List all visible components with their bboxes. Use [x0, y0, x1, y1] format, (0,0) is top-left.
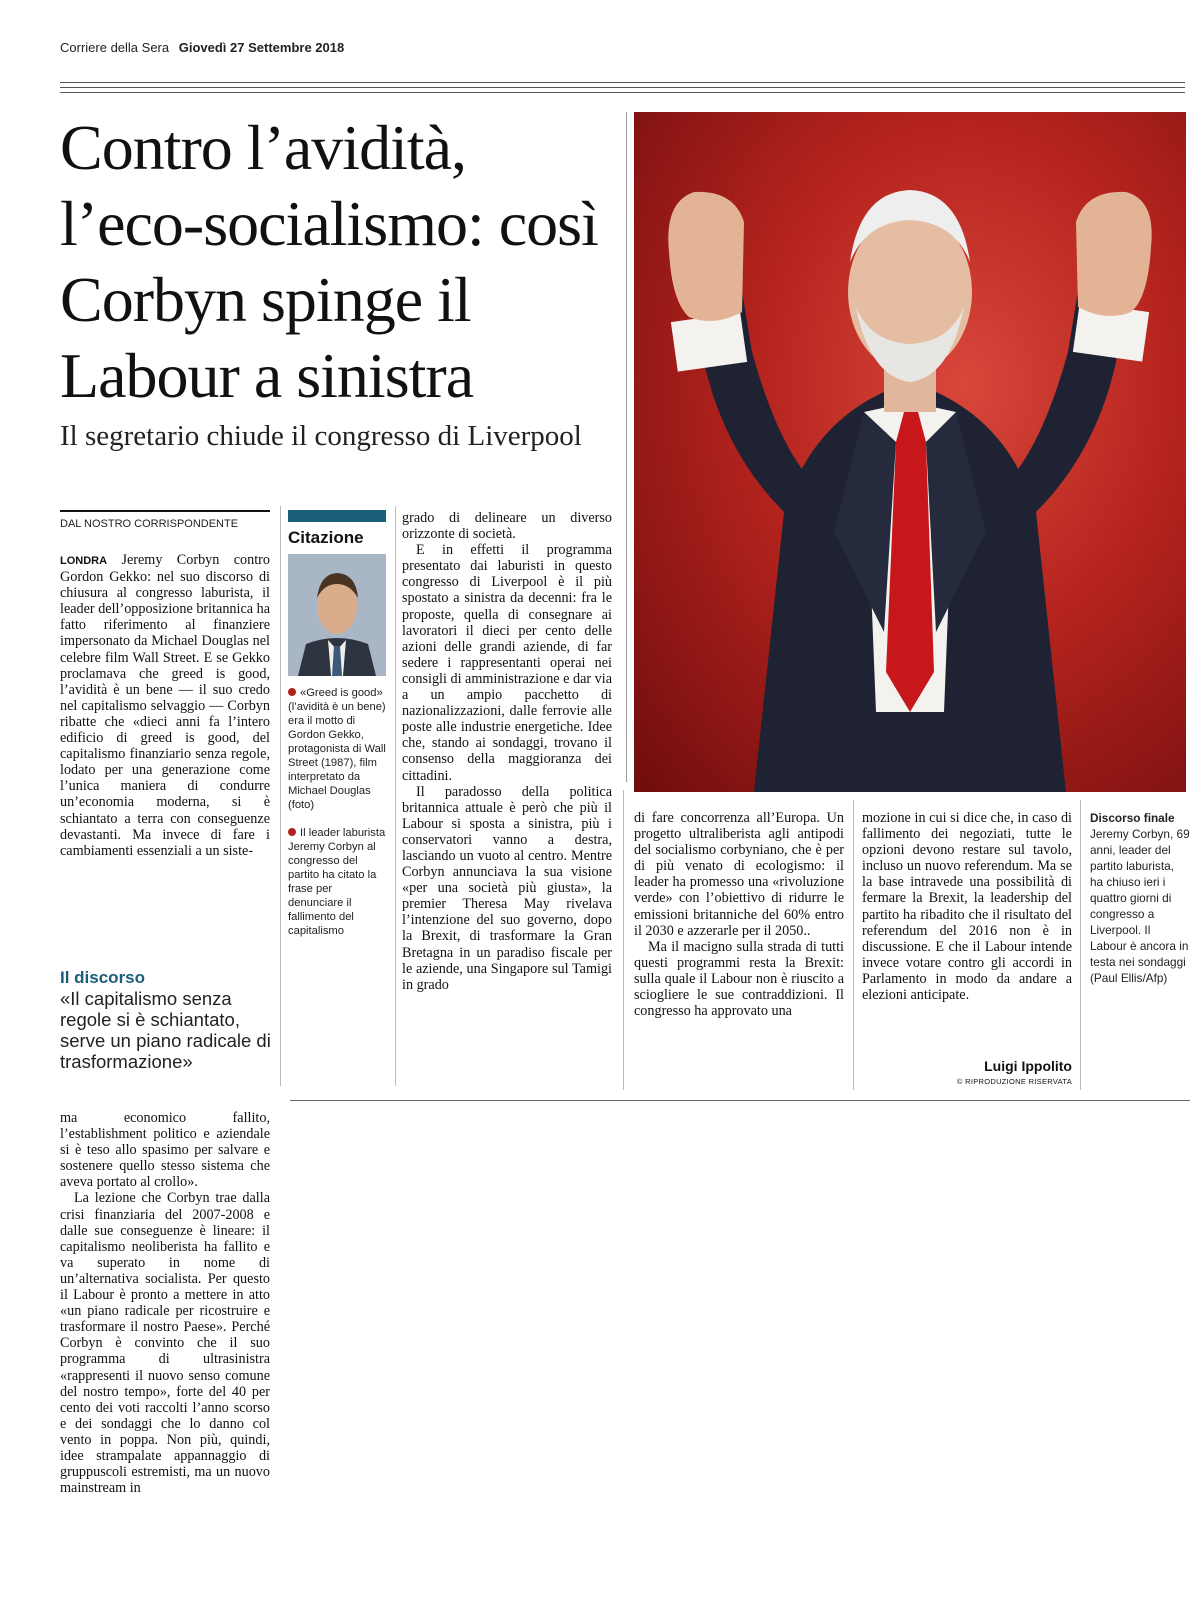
paragraph: Il paradosso della politica britannica attuale è però che più il Labour si sposta a sinistra, più i conservatori vanno a destra, lasciando un vuoto al centro. Mentre Corbyn annunciava la sua visione «per una società più giusta», la premier Theresa May rivelava l’intenzione del suo governo, dopo la Brexit, di trasformare la Gran Bretagna in un paradiso fiscale per le aziende, una Singapore sul Tamigi in grado: [402, 783, 612, 993]
paragraph: E in effetti il programma presentato dai laburisti in questo congresso di Liverpool è il più spostato a sinistra da decenni: fra le proposte, quella di consegnare ai lavoratori il dieci per cento delle azioni delle grandi aziende, di far sedere i rappresentanti operai nei consigli di amministrazione e dar via a un ampio pacchetto di nazionalizzazioni, dalle ferrovie alle poste alle industrie energetiche. Idee che, stando ai sondaggi, trovano il consenso della maggioranza dei cittadini.: [402, 542, 612, 784]
discorso-quote: «Il capitalismo senza regole si è schiantato, serve un piano radicale di trasformazione»: [60, 988, 271, 1072]
dateline: LONDRA: [60, 555, 108, 567]
section-rule: [290, 1100, 1190, 1101]
column-divider: [853, 800, 854, 1090]
corbyn-photo-illustration: [634, 112, 1186, 792]
paragraph: ma economico fallito, l’establishment politico e aziendale si è teso allo spasimo per salvare e sostenere quello stesso sistema che aveva portato al crollo».: [60, 1110, 270, 1191]
citazione-caption-1: [288, 686, 386, 812]
bullet-dot: [288, 828, 296, 836]
article-column-1: [60, 552, 270, 859]
article-column-4: [634, 810, 844, 1019]
citazione-caption-2: [288, 826, 386, 938]
top-rule: [60, 82, 1185, 83]
citazione-bar: [288, 510, 386, 522]
masthead-paper: Corriere della Sera: [60, 40, 170, 55]
column-divider: [1080, 800, 1081, 1090]
paragraph: La lezione che Corbyn trae dalla crisi finanziaria del 2007-2008 e dalle sue conseguenze è lineare: il capitalismo neoliberista ha fallito e va superato in nome di un’alternativa socialista. Per questo il Labour è pronto a mettere in atto «un piano radicale per ricostruire e trasformare il nostro Paese». Perché Corbyn è convinto che il suo programma di ultrasinistra «rappresenti il nuovo senso comune del nostro tempo», forte del 40 per cento dei voti raccolti l’anno scorso e dei sondaggi che lo danno col vento in poppa. Non più, quindi, idee strampalate appannaggio di gruppuscoli estremisti, ma un nuovo mainstream in: [60, 1190, 270, 1497]
masthead: [60, 40, 344, 55]
byline-correspondent: DAL NOSTRO CORRISPONDENTE: [60, 510, 270, 530]
paragraph: [60, 552, 270, 859]
col1-text: Jeremy Corbyn contro Gordon Gekko: nel suo discorso di chiusura al congresso laburista, il leader dell’opposizione britannica ha fatto riferimento al finanziere impersonato da Michael Douglas nel celebre film Wall Street. E se Gekko proclamava che greed is good, l’avidità è un bene — il suo credo nel capitalismo selvaggio — Corbyn ribatte che «dieci anni fa l’intero edificio di greed is good, del capitalismo finanziario senza regole, lodato per una generazione come l’unica maniera di condurre un’economia moderna, si è schiantato a terra con conseguenze devastanti. Ma invece di fare i cambiamenti essenziali a un siste-: [60, 552, 271, 859]
article-column-5: [862, 810, 1072, 1003]
top-rule-3: [60, 92, 1185, 93]
column-divider: [395, 506, 396, 1086]
masthead-date: Giovedì 27 Settembre 2018: [178, 40, 345, 55]
citazione-title: Citazione: [288, 528, 364, 547]
column-divider: [626, 112, 627, 782]
column-divider: [623, 790, 624, 1090]
subhead: Il segretario chiude il congresso di Liverpool: [60, 420, 582, 452]
douglas-portrait-illustration: [288, 554, 386, 676]
article-column-6: [60, 1110, 270, 1496]
copyright-notice: © RIPRODUZIONE RISERVATA: [956, 1077, 1072, 1086]
headline: Contro l’avidità, l’eco-socialismo: così Corbyn spinge il Labour a sinistra: [60, 112, 598, 411]
author-signature: Luigi Ippolito: [984, 1058, 1072, 1074]
discorso-label: Il discorso: [60, 968, 146, 987]
photo-caption-text: Jeremy Corbyn, 69 anni, leader del partito laburista, ha chiuso ieri i quattro giorni di congresso a Liverpool. Il Labour è ancora in testa nei sondaggi (Paul Ellis/Afp): [1090, 827, 1190, 985]
paragraph: grado di delineare un diverso orizzonte di società.: [402, 510, 612, 543]
caption-1-text: «Greed is good» (l’avidità è un bene) era il motto di Gordon Gekko, protagonista di Wall Street (1987), film interpretato da Michael Douglas (foto): [288, 687, 386, 811]
paragraph: di fare concorrenza all’Europa. Un progetto ultraliberista agli antipodi del socialismo corbyniano, che è per di più venato di ecologismo: il leader ha promesso una «rivoluzione verde» con l’obiettivo di ridurre le emissioni britanniche del 60% entro il 2030 e azzerarle per il 2050..: [634, 810, 844, 939]
paragraph: Ma il macigno sulla strada di tutti questi programmi resta la Brexit: sulla quale il Labour non è riuscito a sciogliere le sue contraddizioni. Il congresso ha approvato una: [634, 938, 844, 1020]
photo-caption: [1090, 810, 1190, 986]
bullet-dot: [288, 688, 296, 696]
photo-caption-title: Discorso finale: [1090, 811, 1175, 825]
paragraph: mozione in cui si dice che, in caso di fallimento dei negoziati, tutte le opzioni devono restare sul tavolo, incluso un nuovo referendum. Ma se la base intravede una possibilità di fermare la Brexit, la leadership del partito ha ribadito che il risultato del referendum del 2016 non è in discussione. E che il Labour intende invece votare contro gli accordi in Parlamento in modo da andare a elezioni anticipate.: [862, 810, 1072, 1004]
citazione-box: [288, 510, 386, 938]
discorso-pullquote: [60, 968, 275, 1072]
column-divider: [280, 506, 281, 1086]
caption-2-text: Il leader laburista Jeremy Corbyn al congresso del partito ha citato la frase per denunciare il fallimento del capitalismo: [288, 827, 386, 937]
article-column-3: [402, 510, 612, 993]
douglas-photo: [288, 554, 386, 676]
top-rule-2: [60, 87, 1185, 88]
main-photo: [634, 112, 1186, 792]
